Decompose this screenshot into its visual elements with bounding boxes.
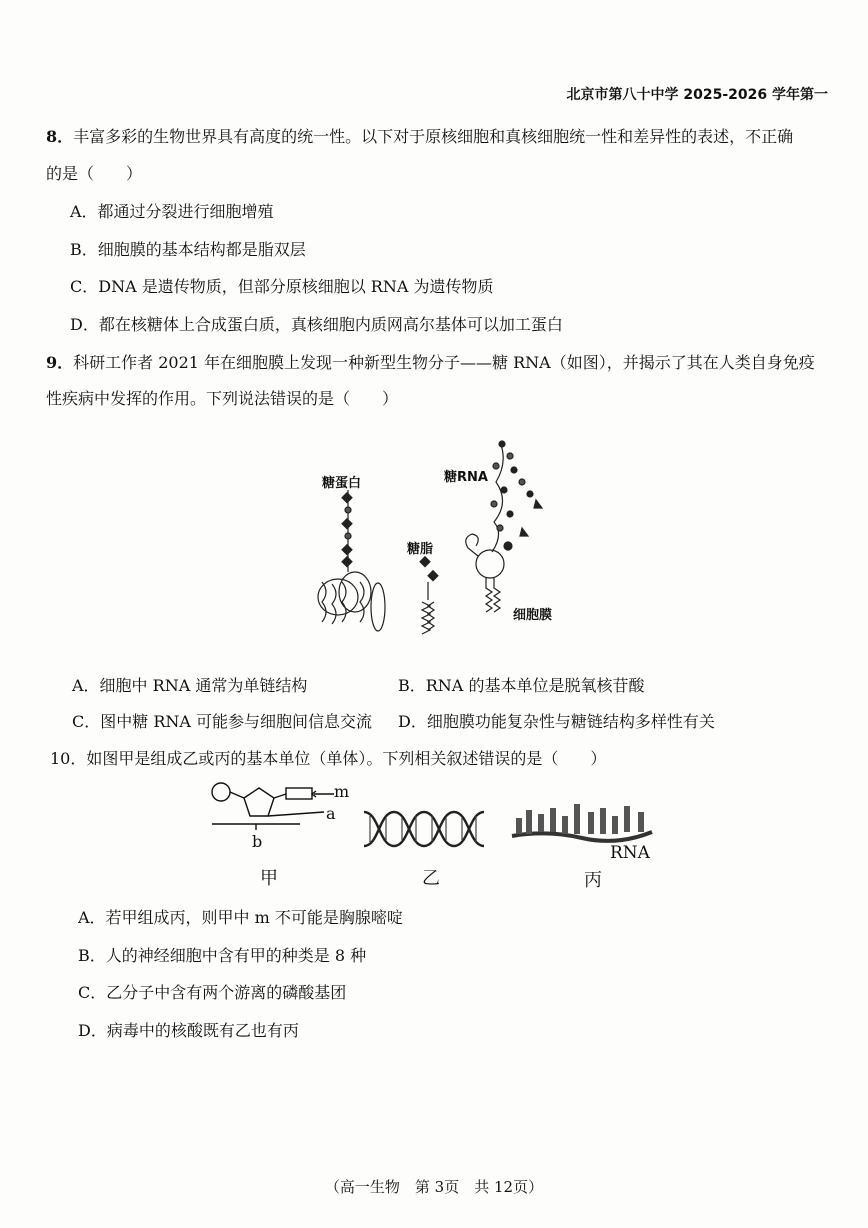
glycolipid-label: 糖脂 (407, 542, 434, 557)
q9-option-b: B．RNA 的基本单位是脱氧核苷酸 (398, 676, 645, 695)
q8-option-c: C．DNA 是遗传物质，但部分原核细胞以 RNA 为遗传物质 (70, 277, 494, 296)
q10-option-c: C．乙分子中含有两个游离的磷酸基团 (78, 983, 347, 1002)
q8-stem-text: 丰富多彩的生物世界具有高度的统一性。以下对于原核细胞和真核细胞统一性和差异性的表述，不正确 (73, 127, 794, 146)
q9-stem-text: 科研工作者 2021 年在细胞膜上发现一种新型生物分子——糖 RNA（如图），并揭示了其在人类自身免疫 (73, 353, 815, 372)
dna-double-helix-diagram (364, 804, 484, 854)
membrane-label: 细胞膜 (513, 608, 553, 623)
q8-option-a: A．都通过分裂进行细胞增殖 (70, 202, 274, 221)
glycorna-label: 糖RNA (444, 470, 488, 485)
page-footer: （高一生物 第 3页 共 12页） (324, 1178, 544, 1196)
glycolipid-diagram (420, 557, 438, 634)
q9-stem-line2: 性疾病中发挥的作用。下列说法错误的是（ ） (46, 389, 399, 408)
q8-option-d: D．都在核糖体上合成蛋白质，真核细胞内质网高尔基体可以加工蛋白 (70, 315, 563, 334)
q9-option-c: C．图中糖 RNA 可能参与细胞间信息交流 (72, 712, 373, 731)
q10-stem-text: 如图甲是组成乙或丙的基本单位（单体）。下列相关叙述错误的是（ ） (86, 749, 607, 768)
q8-stem-line1 (46, 124, 793, 147)
label-yi: 乙 (422, 868, 440, 889)
label-a: a (326, 804, 336, 823)
label-b: b (252, 832, 263, 851)
label-jia: 甲 (260, 868, 278, 889)
label-m: m (334, 782, 350, 801)
glycoprotein-label: 糖蛋白 (322, 476, 362, 491)
q10-option-d: D．病毒中的核酸既有乙也有丙 (78, 1021, 299, 1040)
q8-option-b: B．细胞膜的基本结构都是脂双层 (70, 240, 306, 259)
label-rna: RNA (610, 843, 650, 863)
q9-stem-line1 (46, 350, 815, 373)
glycorna-diagram (466, 441, 542, 612)
q9-option-a: A．细胞中 RNA 通常为单链结构 (72, 676, 308, 695)
q8-number: 8． (46, 127, 74, 146)
glycoprotein-diagram (318, 490, 385, 631)
q8-stem-line2: 的是（ ） (46, 164, 143, 183)
page-header: 北京市第八十中学 2025-2026 学年第一 (566, 87, 828, 103)
label-bing: 丙 (584, 870, 602, 891)
q9-number: 9． (46, 353, 74, 372)
q10-option-b: B．人的神经细胞中含有甲的种类是 8 种 (78, 946, 367, 965)
q10-stem-line (50, 746, 606, 769)
q10-number: 10． (50, 749, 87, 768)
q10-option-a: A．若甲组成丙，则甲中 m 不可能是胸腺嘧啶 (78, 908, 403, 927)
q9-option-d: D．细胞膜功能复杂性与糖链结构多样性有关 (398, 712, 715, 731)
glyco-molecules-diagram (300, 432, 560, 632)
